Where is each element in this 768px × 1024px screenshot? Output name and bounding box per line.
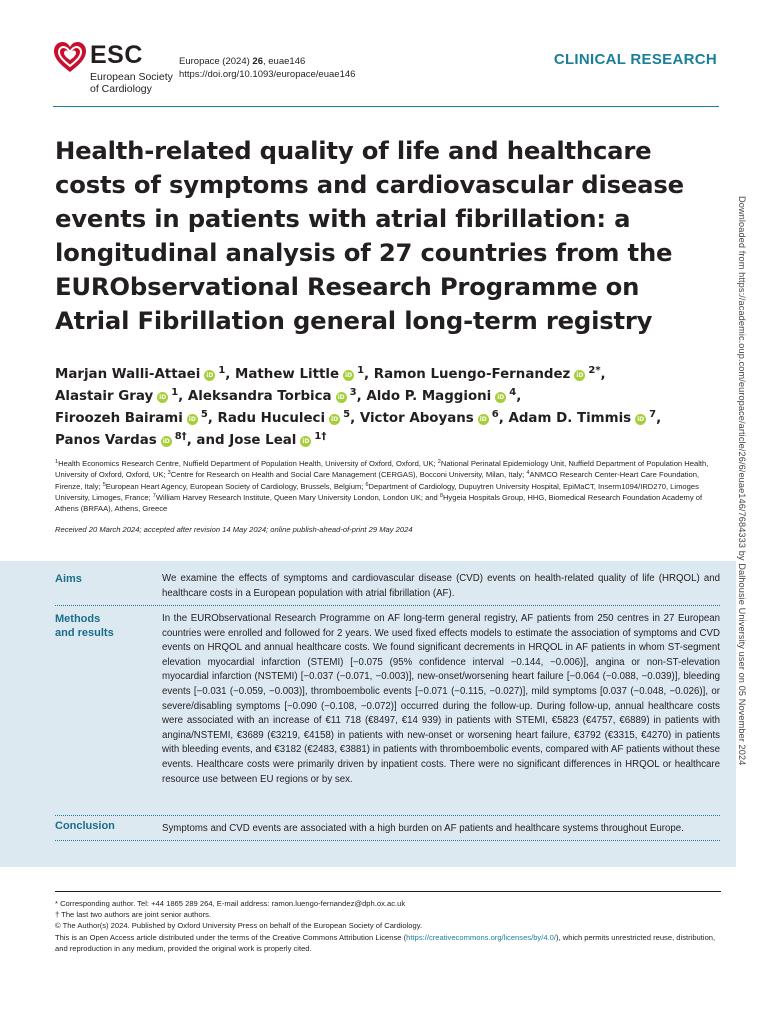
author-sep: , (207, 411, 218, 426)
orcid-icon[interactable]: iD (345, 372, 353, 379)
orcid-icon[interactable]: iD (331, 416, 339, 423)
citation (179, 55, 355, 81)
author-name: Aldo P. Maggioni (366, 389, 492, 404)
author-name: Mathew Little (235, 367, 340, 382)
orcid-icon[interactable]: iD (206, 372, 214, 379)
corresponding-author-note: * Corresponding author. Tel: +44 1865 289 264, E-mail address: ramon.luengo-fernandez@dph.ox.ac.uk (55, 899, 406, 908)
author-sup: 5 (200, 409, 208, 420)
abstract-divider (55, 840, 720, 841)
author (218, 411, 360, 426)
received-dates: Received 20 March 2024; accepted after revision 14 May 2024; online publish-ahead-of-print 29 May 2024 (55, 525, 413, 534)
affiliation: Department of Cardiology, Dupuytren University Hospital, EpiMaCT, Inserm1094/IRD270, Limoges University, Limoges, France; (55, 481, 699, 502)
author-sep: , (364, 367, 374, 382)
orcid-icon[interactable]: iD (159, 394, 167, 401)
author (235, 367, 374, 382)
license-text: This is an Open Access article distributed under the terms of the Creative Commons Attribution License ( (55, 932, 407, 942)
affiliation-num: 6 (365, 481, 369, 488)
author (508, 411, 661, 426)
orcid-icon[interactable]: iD (637, 416, 645, 423)
author-sep: , (225, 367, 236, 382)
logo-society-name (90, 71, 173, 95)
author-name: Marjan Walli-Attaei (55, 367, 201, 382)
header-divider (53, 106, 719, 107)
author-sep: , (516, 389, 522, 404)
conclusion-label: Conclusion (55, 820, 115, 832)
journal-line (179, 55, 355, 68)
author-sup: 1 (357, 365, 365, 376)
author-sup: 1 (218, 365, 226, 376)
author-sup: 1† (314, 431, 327, 442)
author-sep: , (656, 411, 662, 426)
orcid-icon[interactable]: iD (162, 438, 170, 445)
methods-text: In the EURObservational Research Programme on AF long-term general registry, AF patients from 250 centres in 27 European countries were enrolled and followed for 2 years. We used fixed effects models to estimate the association of symptoms and CVD events on HRQOL and annual healthcare costs. We found significant decrements in HRQOL in AF patients in whom ST-segment elevation myocardial infarction (STEMI) [−0.075 (95% confidence interval −0.144, −0.006)], angina or non-ST-elevation myocardial infarction (NSTEMI) [−0.037 (−0.071, −0.003)], new-onset/worsening heart failure [−0.064 (−0.088, −0.039)], bleeding events [−0.031 (−0.059, −0.003)], thromboembolic events [−0.071 (−0.115, −0.027)], mild symptoms [0.037 (−0.048, −0.026)], or severe/disabling symptoms [−0.090 (−0.108, −0.072)] occurred during the follow-up. During follow-up, annual healthcare costs were associated with an increase of €11 718 (€8497, €14 939) in patients with STEMI, €5823 (€4757, €6889) in patients with angina/NSTEMI, €3689 (€3219, €4158) in patients with new-onset or worsening heart failure, €3792 (€3315, €4270) in patients with bleeding events, and €3182 (€2483, €3881) in patients with thromboembolic events, compared with AF patients without these events. Healthcare costs were primarily driven by inpatient costs. There were no significant differences in HRQOL or healthcare resource use between EU regions or by sex. (162, 613, 720, 785)
journal-name: Europace (2024) (179, 56, 250, 67)
author-name: Panos Vardas (55, 433, 157, 448)
aims-text: We examine the effects of symptoms and cardiovascular disease (CVD) events on health-related quality of life (HRQOL) and healthcare costs in a European population with atrial fibrillation (AF). (162, 573, 720, 599)
methods-label-line-1: Methods (55, 613, 101, 625)
affiliation-num: 8 (439, 492, 443, 499)
logo-abbrev: ESC (90, 41, 143, 69)
logo-line-2: of Cardiology (90, 83, 152, 95)
journal-volume: 26 (252, 56, 263, 67)
author-name: Ramon Luengo-Fernandez (373, 367, 571, 382)
author (366, 389, 521, 404)
copyright-note: © The Author(s) 2024. Published by Oxford University Press on behalf of the European Society of Cardiology. (55, 921, 423, 931)
orcid-icon[interactable]: iD (479, 416, 487, 423)
author-sup: 8† (174, 431, 187, 442)
abstract-divider (55, 815, 720, 816)
affiliations (55, 458, 717, 514)
orcid-icon[interactable]: iD (188, 416, 196, 423)
license-text: ), which permits unrestricted reuse, distribution, and reproduction in any medium, provided the original work is properly cited. (55, 932, 716, 953)
affiliation: European Heart Agency, European Society of Cardiology, Brussels, Belgium; (105, 481, 366, 491)
author (55, 389, 188, 404)
author-sup: 3 (349, 387, 357, 398)
orcid-icon[interactable]: iD (576, 372, 584, 379)
esc-logo (53, 40, 178, 98)
author-name: Jose Leal (229, 433, 297, 448)
affiliation-num: 1 (55, 459, 59, 465)
author (229, 433, 326, 448)
affiliation-num: 3 (167, 470, 171, 477)
author-name: Aleksandra Torbica (187, 389, 332, 404)
logo-line-1: European Society (90, 71, 173, 83)
abstract-divider (55, 605, 720, 606)
article-title: Health-related quality of life and healthcare costs of symptoms and cardiovascular disease events in patients with atrial fibrillation: a longitudinal analysis of 27 countries from the EURObservational Research Programme on Atrial Fibrillation general long-term registry (55, 136, 684, 335)
author-sup: 7 (649, 409, 657, 420)
doi-link[interactable]: https://doi.org/10.1093/europace/euae146 (179, 69, 356, 80)
section-label: CLINICAL RESEARCH (553, 51, 717, 68)
author-sup: 6 (491, 409, 499, 420)
affiliation-num: 5 (102, 481, 106, 488)
article-id: , euae146 (263, 56, 306, 67)
aims-label: Aims (55, 573, 82, 585)
author-sep: , (356, 389, 367, 404)
author-sup: 5 (343, 409, 351, 420)
affiliation: Hygeia Hospitals Group, HHG, Biomedical Research Foundation Academy of Athens (BRFAA), Athens, Greece (55, 492, 703, 514)
author-sup: 2* (588, 365, 601, 376)
affiliation-num: 2 (437, 459, 441, 465)
affiliation-num: 7 (152, 492, 156, 499)
author-name: Alastair Gray (55, 389, 154, 404)
author-sep: , (350, 411, 360, 426)
author-sep: , (498, 411, 509, 426)
abstract-box (0, 561, 736, 867)
affiliation-num: 4 (526, 470, 530, 477)
esc-heart-icon (53, 41, 87, 75)
author-sep: , (178, 389, 188, 404)
orcid-icon[interactable]: iD (337, 394, 345, 401)
license-link[interactable]: https://creativecommons.org/licenses/by/4.0/ (406, 932, 557, 942)
methods-label-line-2: and results (55, 627, 114, 639)
author-list (55, 364, 715, 452)
author-sep: , (600, 367, 606, 382)
author-name: Victor Aboyans (359, 411, 474, 426)
author-name: Radu Huculeci (217, 411, 326, 426)
author (55, 433, 229, 448)
joint-authors-note: † The last two authors are joint senior authors. (55, 910, 212, 920)
author-name: Firoozeh Bairami (55, 411, 183, 426)
conclusion-text: Symptoms and CVD events are associated with a high burden on AF patients and healthcare systems throughout Europe. (162, 823, 684, 834)
author (55, 367, 235, 382)
footnotes (55, 898, 725, 954)
affiliation: William Harvey Research Institute, Queen Mary University London, London UK; and (155, 492, 440, 502)
download-watermark-text: Downloaded from https://academic.oup.com/europace/article/26/6/euae146/7684333 by Dalhousie University user on 05 November 2024 (737, 196, 747, 766)
author-sup: 1 (171, 387, 179, 398)
author (360, 411, 509, 426)
author (55, 411, 218, 426)
footnote-divider (55, 891, 721, 892)
author-sep: , and (186, 433, 230, 448)
orcid-icon[interactable]: iD (497, 394, 505, 401)
affiliation: Centre for Research on Health and Social Care Management (CERGAS), Bocconi University, Milan, Italy; (170, 470, 527, 480)
affiliation: ANMCO Research Center-Heart Care Foundation, Firenze, Italy; (55, 470, 700, 491)
affiliation: National Perinatal Epidemiology Unit, Nuffield Department of Population Health, University of Oxford, Oxford, UK; (55, 459, 709, 480)
author-sup: 4 (509, 387, 517, 398)
author (374, 367, 606, 382)
orcid-icon[interactable]: iD (302, 438, 310, 445)
methods-label (55, 612, 114, 640)
author (188, 389, 366, 404)
author-name: Adam D. Timmis (508, 411, 632, 426)
license-note (55, 932, 725, 954)
download-watermark (736, 196, 748, 826)
affiliation: Health Economics Research Centre, Nuffield Department of Population Health, University of Oxford, Oxford, UK; (58, 459, 438, 468)
